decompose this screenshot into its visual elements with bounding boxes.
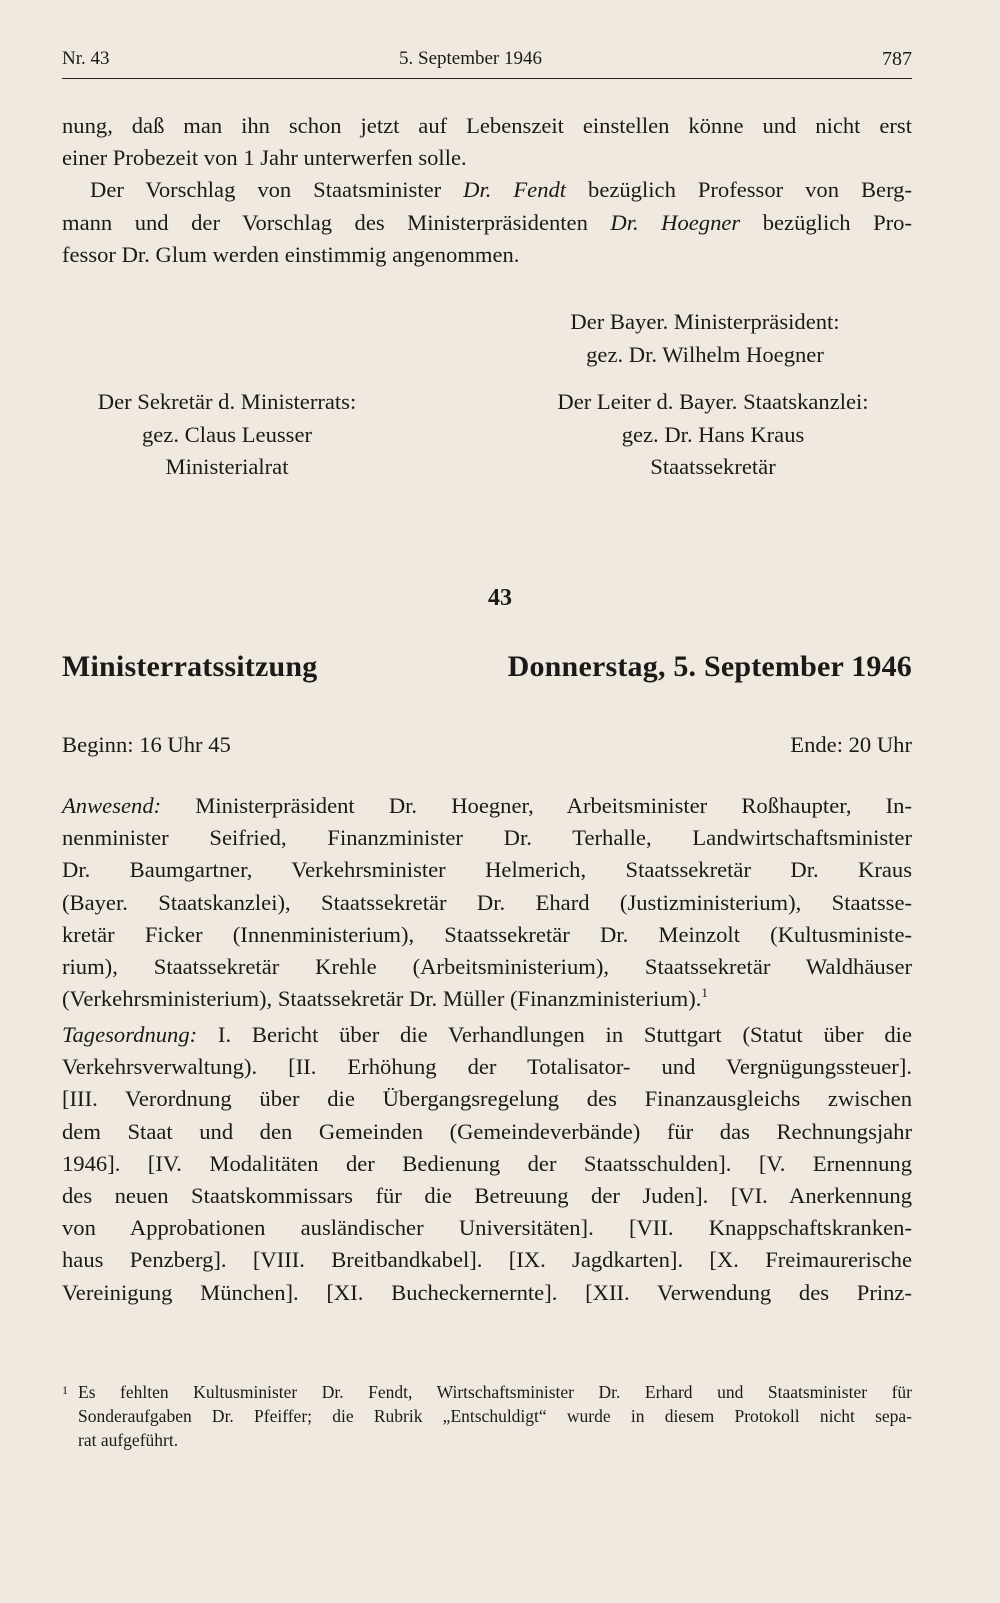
intro-text [62,110,912,271]
session-end: Ende: 20 Uhr [790,732,912,757]
agenda-line-4: dem Staat und den Gemeinden (Gemeindeverbände) für das Rechnungsjahr [62,1118,912,1144]
header-issue-number: Nr. 43 [62,48,110,69]
page-number: 787 [882,48,912,70]
name-fendt: Dr. Fendt [463,177,567,203]
running-header [62,44,912,76]
proposal-line-2 [62,207,912,239]
agenda-line-3: [III. Verordnung über die Übergangsregelung des Finanzausgleichs zwischen [62,1086,912,1112]
footnote [62,1380,912,1452]
proposal-line-3: fessor Dr. Glum werden einstimmig angenommen. [62,241,520,267]
attendance-line-5: kretär Ficker (Innenministerium), Staatssekretär Dr. Meinzolt (Kultusministe- [62,921,912,947]
president-signed: gez. Dr. Wilhelm Hoegner [586,341,824,367]
agenda-line-8: haus Penzberg]. [VIII. Breitbandkabel]. [IX. Jagdkarten]. [X. Freimaurerische [62,1247,912,1273]
agenda-label: Tagesordnung: [62,1022,198,1047]
footnote-line-1: Es fehlten Kultusminister Dr. Fendt, Wirtschaftsminister Dr. Erhard und Staatsminister für [78,1382,912,1402]
proposal-line-1-b: bezüglich Professor von Berg- [566,177,913,203]
attendance-line-4: (Bayer. Staatskanzlei), Staatssekretär Dr. Ehard (Justizministerium), Staatsse- [62,889,912,915]
attendance-line-3: Dr. Baumgartner, Verkehrsminister Helmerich, Staatssekretär Dr. Kraus [62,857,912,883]
agenda-line-2: Verkehrsverwaltung). [II. Erhöhung der Totalisator- und Vergnügungssteuer]. [62,1054,912,1080]
proposal-line-1-a: Der Vorschlag von Staatsminister [90,177,464,203]
intro-line-2: einer Probezeit von 1 Jahr unterwerfen solle. [62,145,467,171]
attendance-paragraph [62,790,912,1015]
session-begin: Beginn: 16 Uhr 45 [62,732,231,757]
secretary-title: Der Sekretär d. Ministerrats: [97,389,357,414]
agenda-line-1 [62,1019,912,1051]
footnote-body [78,1380,912,1452]
attendance-line-6: rium), Staatssekretär Krehle (Arbeitsministerium), Staatssekretär Waldhäuser [62,954,912,980]
signature-president [540,306,870,371]
proposal-line-2-b: bezüglich Pro- [740,209,912,235]
agenda-paragraph [62,1019,912,1309]
attendance-line-1 [62,790,912,822]
attendance-line-7 [62,983,912,1015]
chancellery-signed: gez. Dr. Hans Kraus [621,421,805,447]
secretary-rank: Ministerialrat [165,454,289,479]
session-date: Donnerstag, 5. September 1946 [507,650,912,683]
signature-chancellery [528,386,898,484]
signature-secretary [62,386,392,484]
intro-line-1: nung, daß man ihn schon jetzt auf Lebenszeit einstellen könne und nicht erst [62,113,912,138]
agenda-line-1-text: I. Bericht über die Verhandlungen in Stuttgart (Statut über die [197,1022,912,1047]
secretary-signed: gez. Claus Leusser [141,421,313,447]
footnote-line-2: Sonderaufgaben Dr. Pfeiffer; die Rubrik „Entschuldigt“ wurde in diesem Protokoll nicht sepa- [78,1406,912,1426]
footnote-reference: 1 [701,985,708,1001]
agenda-line-5: 1946]. [IV. Modalitäten der Bedienung der Staatsschulden]. [V. Ernennung [62,1150,912,1176]
chancellery-rank: Staatssekretär [650,454,776,479]
header-date: 5. September 1946 [399,48,543,69]
session-number: 43 [488,585,512,611]
footnote-line-3: rat aufgeführt. [78,1430,179,1450]
agenda-line-6: des neuen Staatskommissars für die Betreuung der Juden]. [VI. Anerkennung [62,1183,912,1209]
attendance-line-1-text: Ministerpräsident Dr. Hoegner, Arbeitsminister Roßhaupter, In- [161,793,912,818]
attendance-last-line: (Verkehrsministerium), Staatssekretär Dr. Müller (Finanzministerium). [62,986,702,1012]
attendance-label: Anwesend: [62,793,162,818]
agenda-line-7: von Approbationen ausländischer Universitäten]. [VII. Knappschaftskranken- [62,1215,912,1241]
chancellery-title: Der Leiter d. Bayer. Staatskanzlei: [557,389,869,414]
header-rule [62,78,912,79]
attendance-line-2: nenminister Seifried, Finanzminister Dr. Terhalle, Landwirtschaftsminister [62,825,912,851]
proposal-line-1 [62,174,912,206]
agenda-line-9: Vereinigung München]. [XI. Bucheckernernte]. [XII. Verwendung des Prinz- [62,1279,912,1305]
session-title: Ministerratssitzung [62,650,318,683]
name-hoegner: Dr. Hoegner [610,209,741,235]
footnote-number: 1 [62,1383,68,1397]
proposal-line-2-a: mann und der Vorschlag des Ministerpräsidenten [62,209,611,235]
president-title: Der Bayer. Ministerpräsident: [570,309,840,334]
